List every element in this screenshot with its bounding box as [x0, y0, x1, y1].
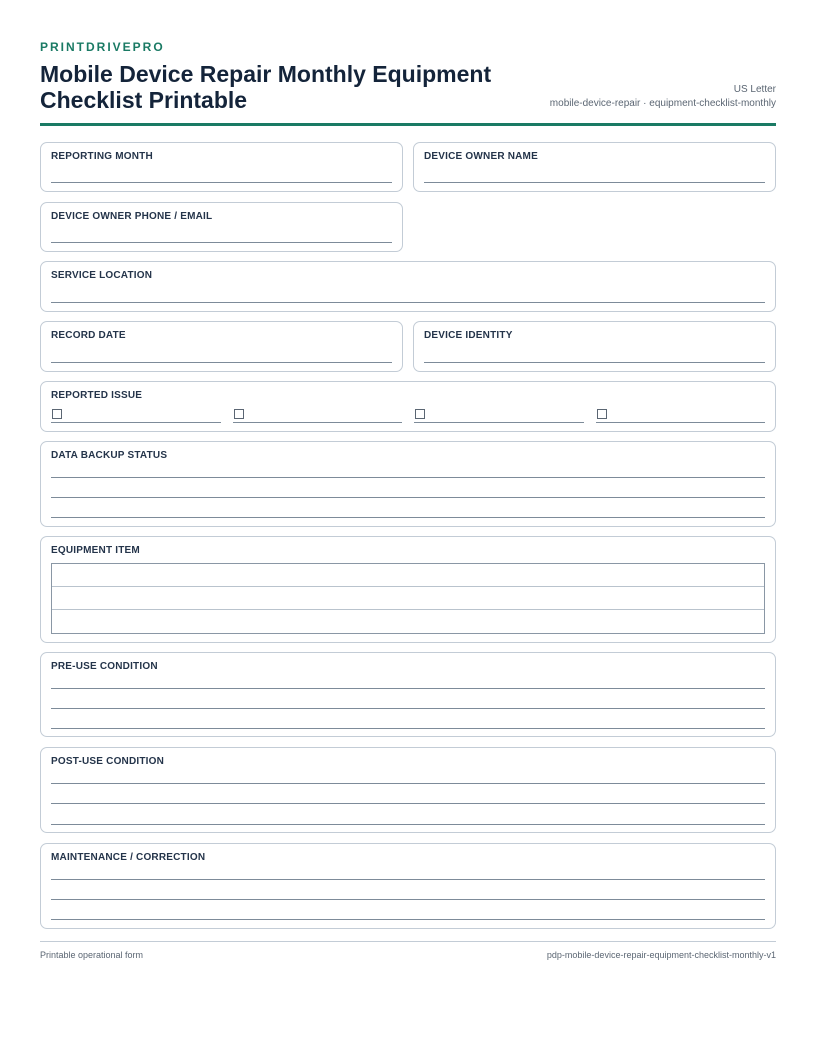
data-backup-status-line[interactable]	[51, 517, 765, 518]
post-use-condition-line[interactable]	[51, 803, 765, 804]
device-owner-name-line[interactable]	[424, 182, 765, 183]
reporting-month-field	[40, 142, 403, 192]
reported-issue-options	[51, 408, 765, 423]
pre-use-condition-line[interactable]	[51, 708, 765, 709]
data-backup-status-line[interactable]	[51, 497, 765, 498]
service-location-label: SERVICE LOCATION	[51, 270, 153, 281]
record-date-line[interactable]	[51, 362, 392, 363]
equipment-item-row[interactable]	[52, 587, 764, 610]
data-backup-status-field	[40, 441, 776, 527]
form-page	[40, 40, 776, 126]
service-location-field	[40, 261, 776, 312]
pre-use-condition-label: PRE-USE CONDITION	[51, 661, 158, 672]
reported-issue-option	[414, 408, 584, 423]
maintenance-correction-label: MAINTENANCE / CORRECTION	[51, 852, 206, 863]
reported-issue-field	[40, 381, 776, 432]
post-use-condition-line[interactable]	[51, 824, 765, 825]
data-backup-status-line[interactable]	[51, 477, 765, 478]
device-owner-contact-label: DEVICE OWNER PHONE / EMAIL	[51, 211, 213, 222]
page-footer	[40, 941, 776, 960]
checkbox[interactable]	[415, 409, 425, 419]
form-slug: mobile-device-repair · equipment-checklist-monthly	[549, 98, 776, 109]
reporting-month-line[interactable]	[51, 182, 392, 183]
device-identity-field	[413, 321, 776, 372]
checkbox[interactable]	[234, 409, 244, 419]
post-use-condition-field	[40, 747, 776, 833]
record-date-field	[40, 321, 403, 372]
post-use-condition-label: POST-USE CONDITION	[51, 756, 165, 767]
equipment-item-row[interactable]	[52, 610, 764, 633]
reported-issue-option	[596, 408, 766, 423]
pre-use-condition-field	[40, 652, 776, 737]
pre-use-condition-line[interactable]	[51, 728, 765, 729]
data-backup-status-label: DATA BACKUP STATUS	[51, 450, 168, 461]
paper-size: US Letter	[733, 84, 776, 95]
device-identity-line[interactable]	[424, 362, 765, 363]
device-owner-name-label: DEVICE OWNER NAME	[424, 151, 538, 162]
device-owner-name-field	[413, 142, 776, 192]
checkbox[interactable]	[597, 409, 607, 419]
maintenance-correction-field	[40, 843, 776, 929]
device-identity-label: DEVICE IDENTITY	[424, 330, 513, 341]
equipment-item-label: EQUIPMENT ITEM	[51, 545, 140, 556]
form-meta	[550, 83, 776, 113]
device-owner-contact-line[interactable]	[51, 242, 392, 243]
record-date-label: RECORD DATE	[51, 330, 126, 341]
maintenance-correction-line[interactable]	[51, 919, 765, 920]
service-location-line[interactable]	[51, 302, 765, 303]
pre-use-condition-line[interactable]	[51, 688, 765, 689]
maintenance-correction-line[interactable]	[51, 899, 765, 900]
footer-left-text: Printable operational form	[40, 950, 144, 960]
reported-issue-option	[233, 408, 403, 423]
footer-form-id: pdp-mobile-device-repair-equipment-checklist-monthly-v1	[546, 950, 776, 960]
equipment-item-table	[51, 563, 765, 634]
reported-issue-option	[51, 408, 221, 423]
maintenance-correction-line[interactable]	[51, 879, 765, 880]
reported-issue-label: REPORTED ISSUE	[51, 390, 143, 401]
reporting-month-label: REPORTING MONTH	[51, 151, 153, 162]
brand-name: PRINTDRIVEPRO	[40, 40, 165, 54]
page-title: Mobile Device Repair Monthly Equipment Checklist Printable	[40, 61, 492, 113]
form-header	[40, 61, 776, 126]
post-use-condition-line[interactable]	[51, 783, 765, 784]
device-owner-contact-field	[40, 202, 403, 252]
equipment-item-field	[40, 536, 776, 643]
checkbox[interactable]	[52, 409, 62, 419]
equipment-item-row[interactable]	[52, 564, 764, 587]
